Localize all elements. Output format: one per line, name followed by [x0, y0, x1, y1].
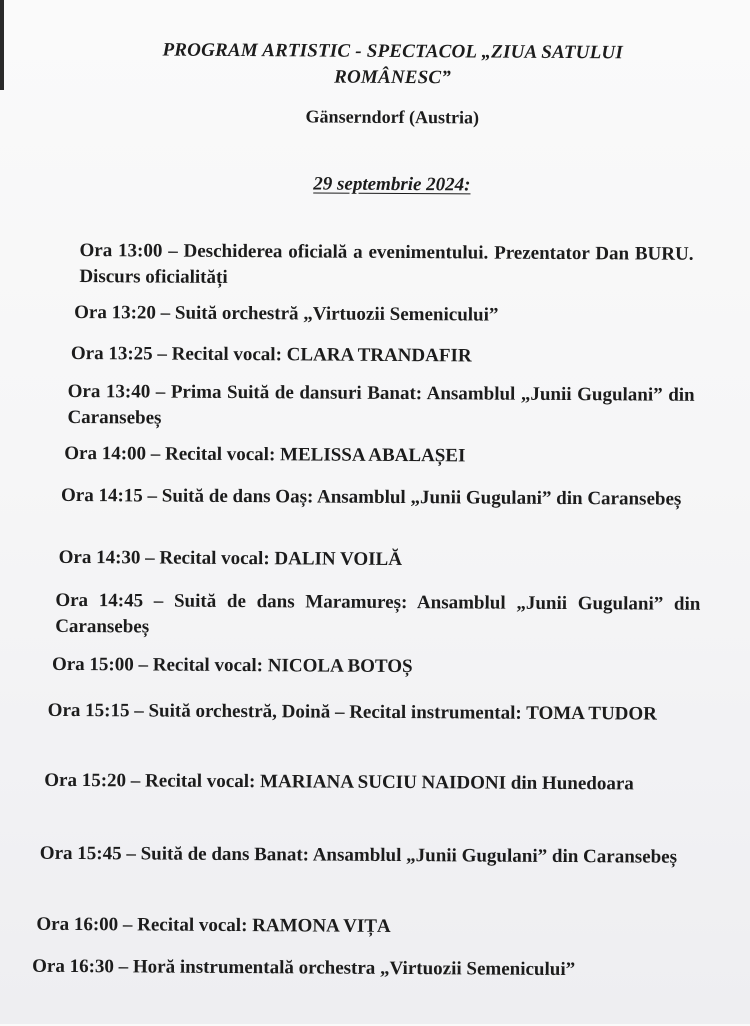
- event-date-text: 29 septembrie 2024:: [313, 173, 471, 196]
- program-item: Ora 14:00 – Recital vocal: MELISSA ABALAȘEI: [64, 442, 466, 467]
- event-date: [82, 170, 702, 200]
- program-item: Ora 15:15 – Suită orchestră, Doină – Recital instrumental: TOMA TUDOR: [47, 699, 657, 725]
- program-item: Ora 13:40 – Prima Suită de dansuri Banat: Ansamblul „Junii Gugulani” din Caransebeș: [67, 380, 695, 429]
- event-location: Gänserndorf (Austria): [305, 106, 480, 128]
- document-title-line1: PROGRAM ARTISTIC - SPECTACOL „ZIUA SATULUI: [162, 39, 624, 64]
- program-item: Ora 15:00 – Recital vocal: NICOLA BOTOȘ: [51, 653, 413, 678]
- program-item: Ora 13:20 – Suită orchestră „Virtuozii Semenicului”: [74, 302, 499, 326]
- program-item: Ora 16:30 – Horă instrumentală orchestra „Virtuozii Semenicului”: [32, 955, 576, 981]
- program-item: Ora 14:15 – Suită de dans Oaș: Ansamblul „Junii Gugulani” din Caransebeș: [60, 484, 682, 510]
- program-item: Ora 13:25 – Recital vocal: CLARA TRANDAFIR: [70, 342, 472, 367]
- program-item: Ora 16:00 – Recital vocal: RAMONA VIȚA: [36, 913, 391, 937]
- program-item: Ora 13:00 – Deschiderea oficială a evenimentului. Prezentator Dan BURU. Discurs oficialități: [79, 240, 694, 288]
- program-item: Ora 14:45 – Suită de dans Maramureș: Ansamblul „Junii Gugulani” din Caransebeș: [55, 589, 701, 638]
- program-item: Ora 15:45 – Suită de dans Banat: Ansamblul „Junii Gugulani” din Caransebeș: [39, 842, 678, 868]
- document-title-line2: ROMÂNESC”: [334, 66, 452, 89]
- program-item: Ora 15:20 – Recital vocal: MARIANA SUCIU NAIDONI din Hunedoara: [44, 769, 634, 795]
- program-item: Ora 14:30 – Recital vocal: DALIN VOILĂ: [58, 546, 403, 571]
